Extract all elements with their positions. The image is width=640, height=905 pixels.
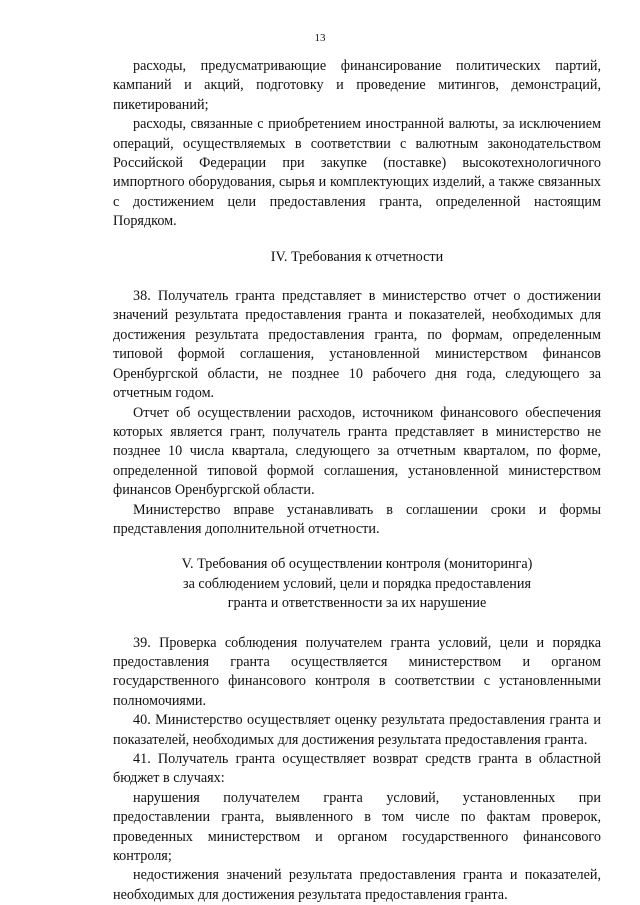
section-5-title-line-3: гранта и ответственности за их нарушение	[227, 595, 487, 612]
paragraph-41-case-nonachievement: недостижения значений результата предоставления гранта и показателей, необходимых для достижения результата предоставления гранта.	[113, 867, 601, 903]
paragraph-expenses-currency: расходы, связанные с приобретением иностранной валюты, за исключением операций, осуществляемых в соответствии с валютным законодательством Российской Федерации при закупке (поставке) высокотехнологичного импортного оборудования, сырья и комплектующих изделий, а также связанных с достижением цели предоставления гранта, определенной настоящим Порядком.	[113, 116, 601, 230]
section-5-title-line-2: за соблюдением условий, цели и порядка предоставления	[182, 575, 532, 592]
paragraph-41-case-violation: нарушения получателем гранта условий, установленных при предоставлении гранта, выявленного в том числе по фактам проверок, проведенных министерством и органом государственного финансового контроля;	[113, 789, 601, 865]
section-4-title: IV. Требования к отчетности	[270, 248, 444, 265]
paragraph-40: 40. Министерство осуществляет оценку результата предоставления гранта и показателей, необходимых для достижения результата предоставления гранта.	[113, 712, 601, 748]
document-body	[113, 57, 601, 905]
paragraph-38: 38. Получатель гранта представляет в министерство отчет о достижении значений результата предоставления гранта и показателей, необходимых для достижения результата предоставления гранта, по формам, определенным типовой формой соглашения, установленной министерством финансов Оренбургской области, не позднее 10 рабочего дня года, следующего за отчетным годом.	[113, 288, 601, 402]
paragraph-41: 41. Получатель гранта осуществляет возврат средств гранта в областной бюджет в случаях:	[113, 751, 601, 787]
paragraph-additional-reporting: Министерство вправе устанавливать в соглашении сроки и формы представления дополнительной отчетности.	[113, 501, 601, 537]
page-number: 13	[314, 32, 326, 44]
section-5-title	[113, 555, 601, 613]
paragraph-39: 39. Проверка соблюдения получателем гранта условий, цели и порядка предоставления гранта осуществляется министерством и органом государственного финансового контроля в соответствии с установленными полномочиями.	[113, 634, 601, 709]
paragraph-expenses-political: расходы, предусматривающие финансирование политических партий, кампаний и акций, подготовку и проведение митингов, демонстраций, пикетирований;	[113, 58, 601, 113]
paragraph-report-expenses: Отчет об осуществлении расходов, источником финансового обеспечения которых является грант, получатель гранта представляет в министерство не позднее 10 числа квартала, следующего за отчетным кварталом, по форме, определенной типовой формой соглашения, установленной министерством финансов Оренбургской области.	[113, 404, 601, 499]
section-5-title-line-1: V. Требования об осуществлении контроля (мониторинга)	[181, 556, 533, 573]
